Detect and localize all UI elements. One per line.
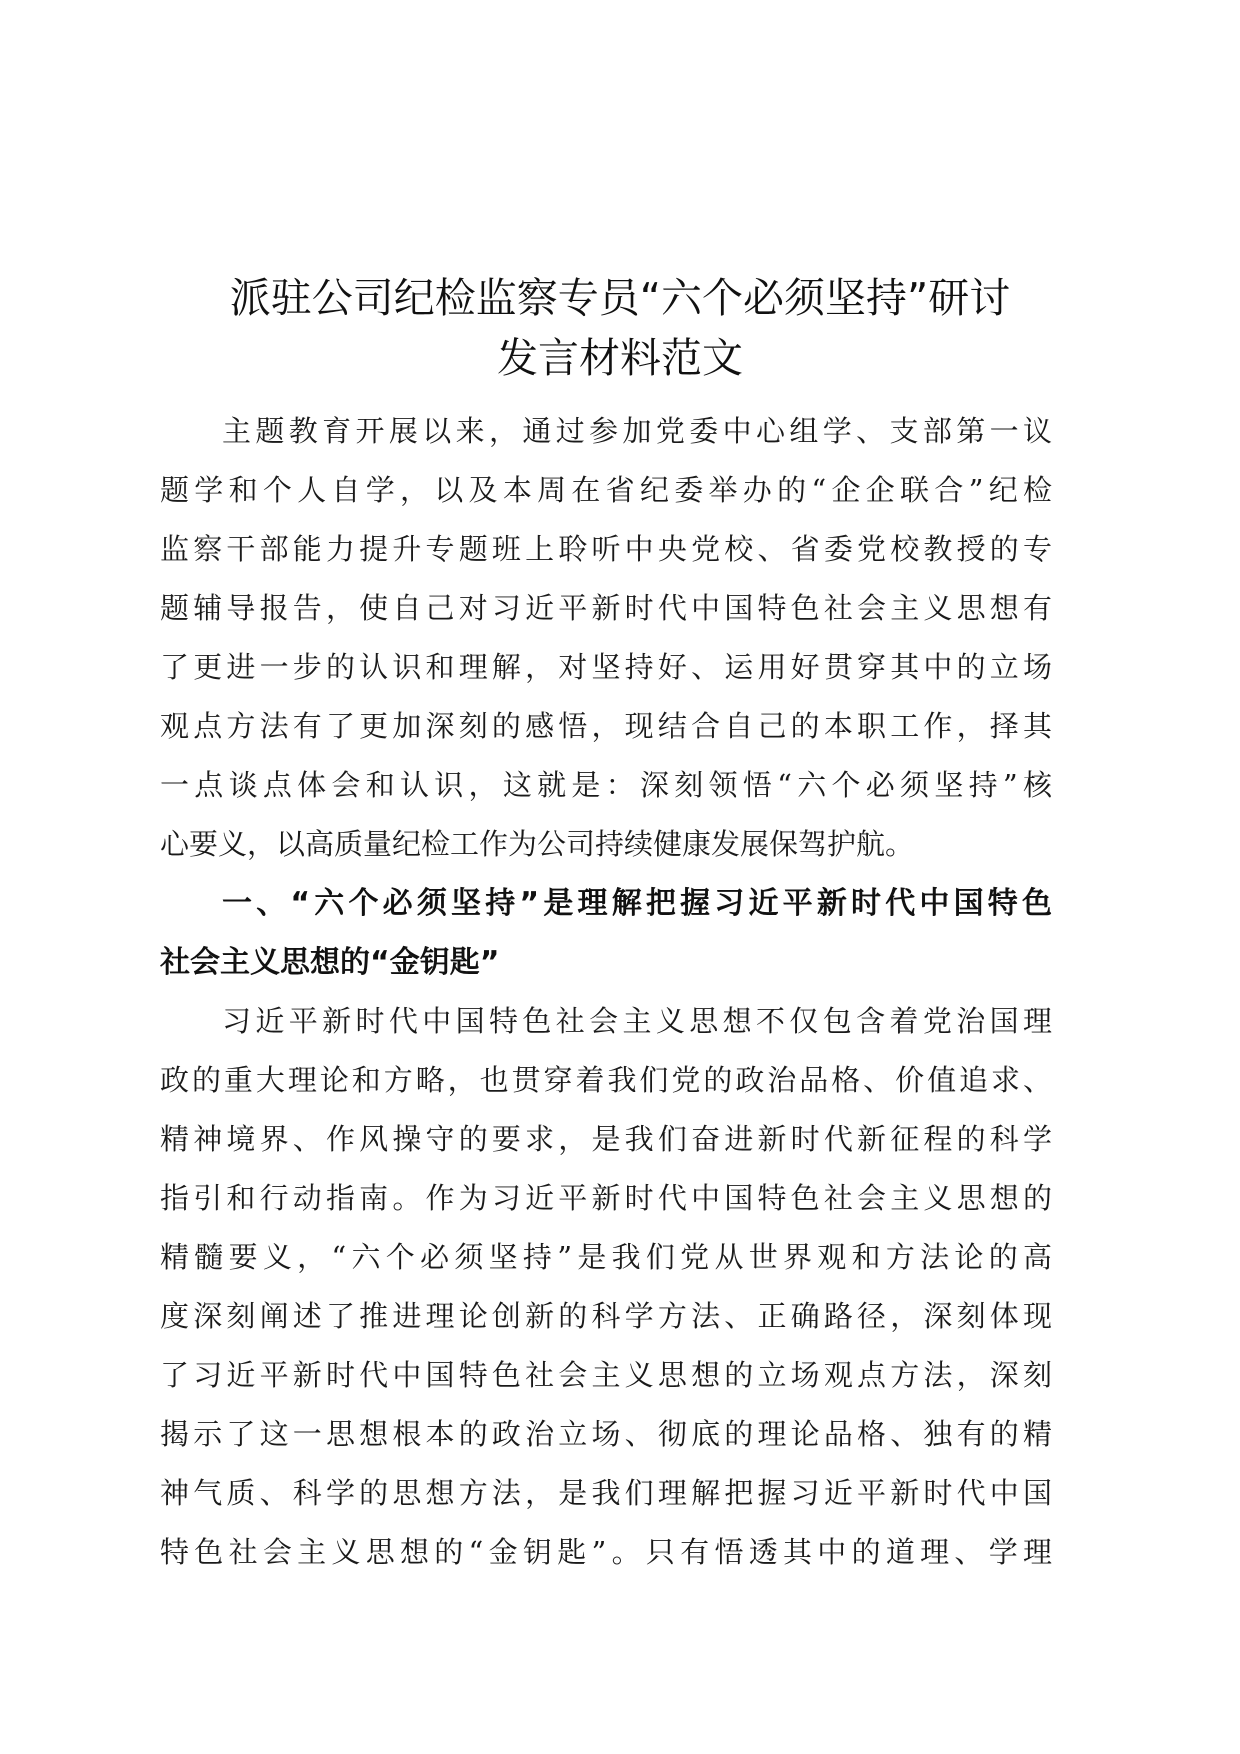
title-line-2: 发言材料范文 [497,334,743,382]
document-title [140,268,1100,388]
section-heading-line: 社会主义思想的“金钥匙” [160,945,500,980]
paragraph-line: 了更进一步的认识和理解，对坚持好、运用好贯穿其中的立场 [160,650,1052,684]
paragraph-line: 题学和个人自学，以及本周在省纪委举办的“企企联合”纪检 [160,473,1052,507]
paragraph-line: 神气质、科学的思想方法，是我们理解把握习近平新时代中国 [160,1476,1052,1510]
paragraph-line: 揭示了这一思想根本的政治立场、彻底的理论品格、独有的精 [160,1417,1052,1451]
paragraph-line: 特色社会主义思想的“金钥匙”。只有悟透其中的道理、学理 [160,1535,1052,1569]
paragraph-line: 精髓要义，“六个必须坚持”是我们党从世界观和方法论的高 [160,1240,1052,1274]
paragraph-line: 题辅导报告，使自己对习近平新时代中国特色社会主义思想有 [160,591,1052,625]
section-heading-line: 一、“六个必须坚持”是理解把握习近平新时代中国特色 [222,886,1052,921]
paragraph-line: 指引和行动指南。作为习近平新时代中国特色社会主义思想的 [160,1181,1052,1215]
paragraph-line: 习近平新时代中国特色社会主义思想不仅包含着党治国理 [222,1004,1052,1038]
paragraph-line: 政的重大理论和方略，也贯穿着我们党的政治品格、价值追求、 [160,1063,1052,1097]
title-line-1: 派驻公司纪检监察专员“六个必须坚持”研讨 [229,274,1011,322]
paragraph-line: 心要义，以高质量纪检工作为公司持续健康发展保驾护航。 [160,827,915,861]
paragraph-line: 精神境界、作风操守的要求，是我们奋进新时代新征程的科学 [160,1122,1052,1156]
paragraph-line: 了习近平新时代中国特色社会主义思想的立场观点方法，深刻 [160,1358,1052,1392]
paragraph-line: 度深刻阐述了推进理论创新的科学方法、正确路径，深刻体现 [160,1299,1052,1333]
paragraph-line: 监察干部能力提升专题班上聆听中央党校、省委党校教授的专 [160,532,1052,566]
paragraph-line: 主题教育开展以来，通过参加党委中心组学、支部第一议 [222,414,1052,448]
document-body [160,402,1052,1582]
paragraph-line: 观点方法有了更加深刻的感悟，现结合自己的本职工作，择其 [160,709,1052,743]
paragraph-line: 一点谈点体会和认识，这就是：深刻领悟“六个必须坚持”核 [160,768,1052,802]
